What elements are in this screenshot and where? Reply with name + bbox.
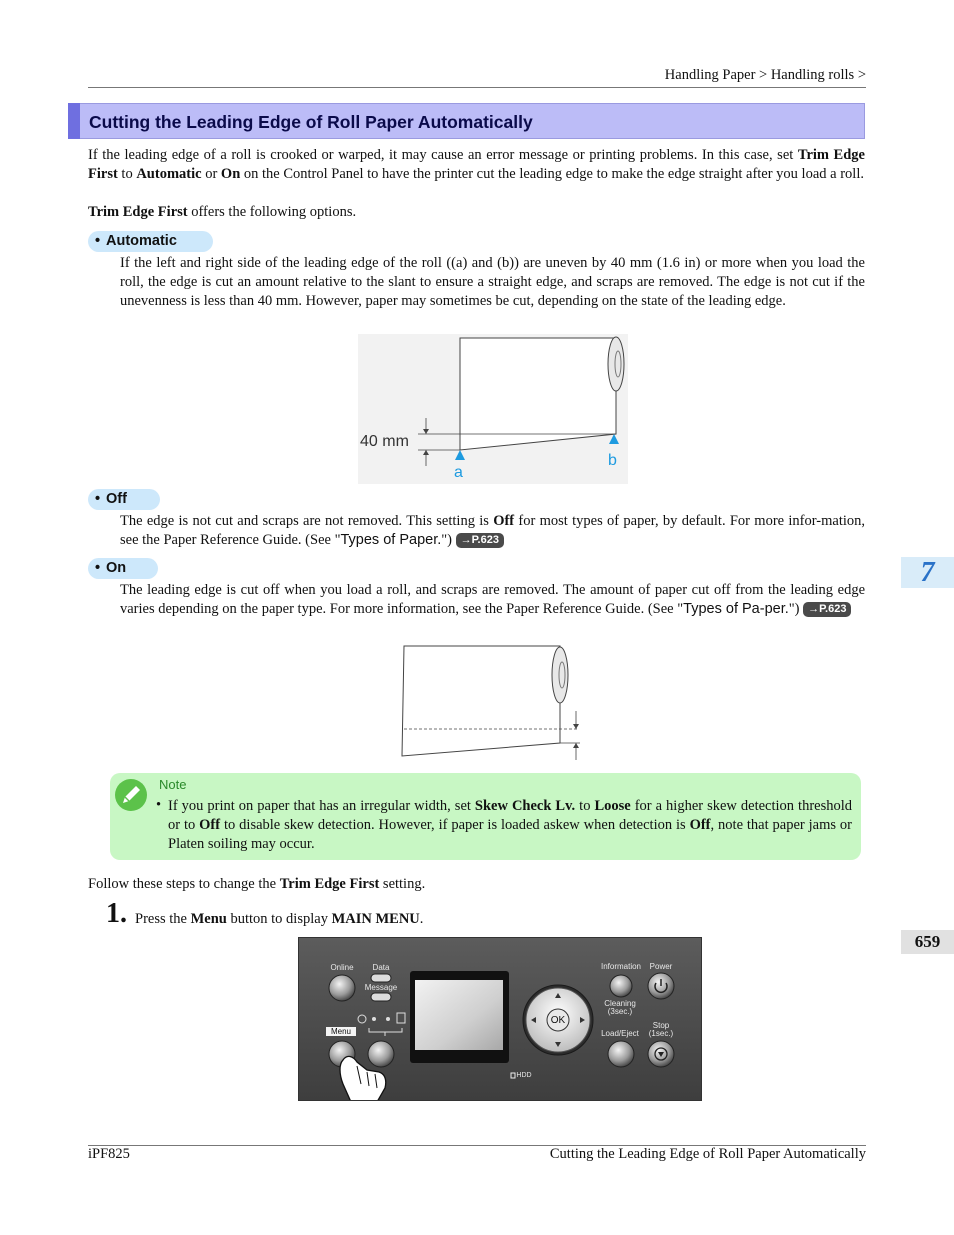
ok-label: OK [550,1015,566,1026]
paper-icon [397,1013,405,1023]
note-title: Note [159,777,187,792]
chapter-number: 7 [920,557,935,588]
types-of-paper-link[interactable]: Types of Paper. [340,532,442,548]
roll-body [460,338,616,450]
note-text: If you print on paper that has an irregular width, set Skew Check Lv. to Loose for a higher skew detection threshold or to Off to disable skew detection. However, if paper is loaded askew when detection is Off, note that paper jams or Platen soiling may occur. [168,798,853,852]
intro-options-line: Trim Edge First offers the following options. [88,204,357,220]
header-divider [88,87,866,88]
types-of-paper-link[interactable]: Types of Pa-per. [683,601,789,617]
display-screen [415,980,503,1050]
data-lamp [371,974,391,982]
information-button [610,975,632,997]
option-automatic-text: If the left and right side of the leading edge of the roll ((a) and (b)) are uneven by 40 mm (1.6 in) or more when you load the roll, the edge is cut an amount relative to the slant to ensure a straight edge, and scraps are removed. The edge is not cut if the unevenness is less than 40 mm. However, paper may sometimes be cut, depending on the state of the leading edge. [120,255,865,309]
cut-arrowhead-top [573,724,579,729]
footer-model: iPF825 [88,1146,130,1162]
roll-body [402,646,560,756]
page-ref-link[interactable]: →P.623 [803,602,851,617]
uneven-edge-figure [358,334,628,484]
note-bullet: • [156,797,162,813]
message-lamp [371,993,391,1001]
information-label: Information [600,962,642,971]
page-title: Cutting the Leading Edge of Roll Paper Automatically [89,112,533,132]
back-button [368,1041,394,1067]
roll-end [608,337,624,391]
page-number: 659 [914,932,941,951]
intro-paragraph: If the leading edge of a roll is crooked or warped, it may cause an error message or printing problems. In this case, set Trim Edge First to Automatic or On on the Control Panel to have the printer cut the leading edge to make the edge straight after you load a roll. [88,147,865,182]
steps-intro: Follow these steps to change the Trim Edge First setting. [88,876,426,892]
stop-label: Stop [652,1021,670,1030]
measure-label: 40 mm [360,433,409,450]
power-label: Power [649,962,673,971]
message-label: Message [364,983,398,992]
step-number: 1. [106,898,127,929]
stop-sub-label: (1sec.) [648,1029,674,1038]
pencil-icon [114,777,150,813]
title-accent [68,103,80,139]
cut-edge-figure [400,643,585,763]
roll-end [552,647,568,703]
step-text: Press the Menu button to display MAIN MENU. [135,911,424,927]
ink-dot-1 [372,1017,376,1021]
ink-icon [358,1015,366,1023]
option-automatic-label: • Automatic [88,231,213,252]
page-ref-link[interactable]: →P.623 [456,533,504,548]
online-button [329,975,355,1001]
cut-arrowhead-bottom [573,743,579,748]
label-a: a [454,464,463,481]
cleaning-sub-label: (3sec.) [607,1007,633,1016]
ink-dot-2 [386,1017,390,1021]
online-label: Online [330,963,354,972]
load-eject-button [608,1041,634,1067]
load-eject-label: Load/Eject [601,1029,639,1038]
cleaning-label: Cleaning [604,999,636,1008]
menu-label: Menu [326,1027,356,1036]
option-on-text: The leading edge is cut off when you load a roll, and scraps are removed. The amount of paper cut off from the leading edge varies depending on the paper type. For more information, see the Paper Reference Guide. (See "Types of Pa-per.") →P.623 [120,582,865,617]
option-off-label: • Off [88,489,160,510]
footer-title: Cutting the Leading Edge of Roll Paper Automatically [549,1146,866,1162]
data-label: Data [372,963,390,972]
breadcrumb: Handling Paper > Handling rolls > [664,67,866,83]
bracket [369,1028,402,1036]
option-on-label: • On [88,558,158,579]
hdd-label: HDD [516,1072,532,1079]
option-off-text: The edge is not cut and scraps are not removed. This setting is Off for most types of paper, by default. For more infor-mation, see the Paper Reference Guide. (See "Types of Paper.") →P.623 [120,513,866,548]
label-b: b [608,452,617,469]
